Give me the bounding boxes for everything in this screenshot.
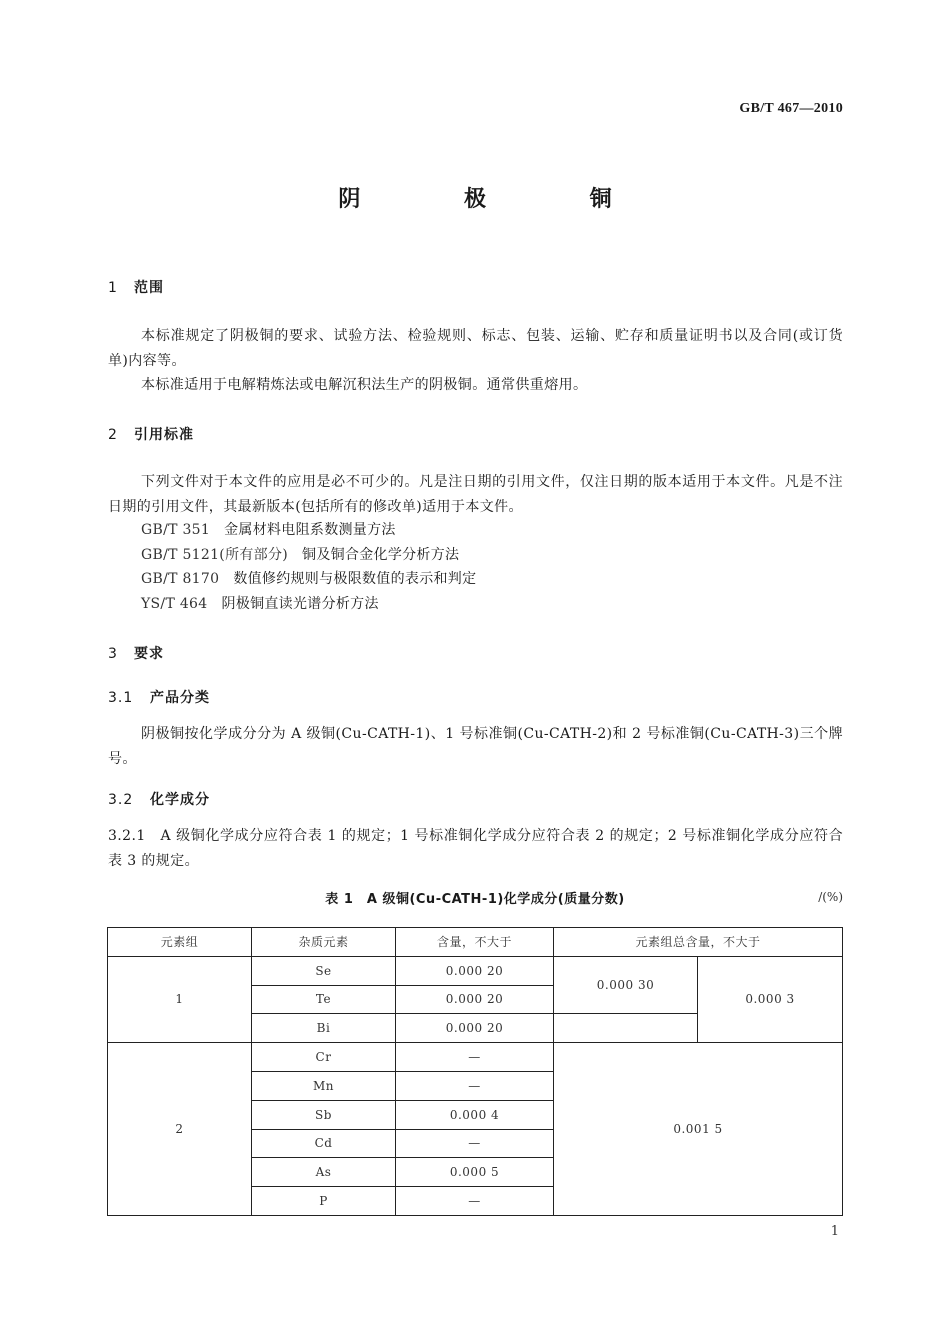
content-cell: —: [396, 1071, 554, 1100]
group-total-cell: 0.000 3: [698, 956, 843, 1042]
element-cell: Bi: [252, 1014, 396, 1043]
scope-paragraph-2: 本标准适用于电解精炼法或电解沉积法生产的阴极铜。通常供重熔用。: [141, 377, 588, 393]
group-label: 1: [108, 956, 252, 1042]
section-title: 范围: [134, 280, 164, 296]
section-title: 产品分类: [150, 690, 210, 706]
section-title: 引用标准: [134, 427, 194, 443]
table-header-row: [108, 928, 843, 957]
element-cell: Se: [252, 956, 396, 985]
reference-code: GB/T 8170: [141, 571, 220, 587]
reference-code: GB/T 5121(所有部分): [141, 547, 289, 563]
section-title: 化学成分: [150, 792, 210, 808]
section-title: 要求: [134, 646, 164, 662]
header-group: 元素组: [108, 928, 252, 957]
content-cell: 0.000 20: [396, 956, 554, 985]
page-number: 1: [830, 1224, 839, 1239]
reference-title: 铜及铜合金化学分析方法: [302, 547, 460, 563]
content-cell: —: [396, 1187, 554, 1216]
section-3-heading: [108, 643, 164, 663]
element-cell: Cd: [252, 1129, 396, 1158]
group-label: 2: [108, 1043, 252, 1216]
composition-table: [107, 927, 843, 1216]
section-1-heading: [108, 277, 164, 297]
section-number: 3.1: [108, 690, 134, 706]
section-number: 3.2: [108, 792, 134, 808]
content-cell: —: [396, 1129, 554, 1158]
document-title: 阴 极 铜: [338, 187, 660, 212]
scope-paragraph-1: 本标准规定了阴极铜的要求、试验方法、检验规则、标志、包装、运输、贮存和质量证明书以及合同(或订货单)内容等。: [108, 328, 843, 369]
reference-title: 阴极铜直读光谱分析方法: [221, 596, 379, 612]
table-1-unit: /(%): [818, 890, 843, 904]
header-element: 杂质元素: [252, 928, 396, 957]
table-row: [108, 1043, 843, 1072]
content-cell: 0.000 20: [396, 1014, 554, 1043]
section-number: 1: [108, 280, 118, 296]
empty-cell: [554, 1014, 698, 1043]
reference-item: [141, 544, 459, 564]
table-row: [108, 956, 843, 985]
section-number: 3: [108, 646, 118, 662]
element-cell: P: [252, 1187, 396, 1216]
header-content: 含量，不大于: [396, 928, 554, 957]
content-cell: 0.000 20: [396, 985, 554, 1014]
references-intro-paragraph: 下列文件对于本文件的应用是必不可少的。凡是注日期的引用文件，仅注日期的版本适用于本文件。凡是不注日期的引用文件，其最新版本(包括所有的修改单)适用于本文件。: [108, 474, 843, 515]
content-cell: —: [396, 1043, 554, 1072]
reference-code: YS/T 464: [141, 596, 208, 612]
reference-title: 数值修约规则与极限数值的表示和判定: [233, 571, 477, 587]
header-group-total: 元素组总含量，不大于: [554, 928, 843, 957]
content-cell: 0.000 5: [396, 1158, 554, 1187]
element-cell: Sb: [252, 1100, 396, 1129]
reference-item: [141, 593, 379, 613]
classification-paragraph: 阴极铜按化学成分分为 A 级铜(Cu-CATH-1)、1 号标准铜(Cu-CATH-2)和 2 号标准铜(Cu-CATH-3)三个牌号。: [108, 726, 843, 767]
reference-title: 金属材料电阻系数测量方法: [224, 522, 396, 538]
element-cell: Te: [252, 985, 396, 1014]
section-3-2-heading: [108, 789, 210, 809]
standard-code: GB/T 467—2010: [739, 101, 843, 116]
reference-code: GB/T 351: [141, 522, 211, 538]
clause-3-2-1: 3.2.1 A 级铜化学成分应符合表 1 的规定；1 号标准铜化学成分应符合表 2 的规定；2 号标准铜化学成分应符合表 3 的规定。: [108, 828, 843, 869]
element-cell: Cr: [252, 1043, 396, 1072]
reference-item: [141, 519, 396, 539]
element-cell: Mn: [252, 1071, 396, 1100]
subtotal-cell: 0.000 30: [554, 956, 698, 1014]
element-cell: As: [252, 1158, 396, 1187]
table-1-caption: 表 1 A 级铜(Cu-CATH-1)化学成分(质量分数): [325, 892, 625, 907]
section-2-heading: [108, 424, 194, 444]
group-total-cell: 0.001 5: [554, 1043, 843, 1216]
section-number: 2: [108, 427, 118, 443]
section-3-1-heading: [108, 687, 210, 707]
reference-item: [141, 568, 476, 588]
content-cell: 0.000 4: [396, 1100, 554, 1129]
